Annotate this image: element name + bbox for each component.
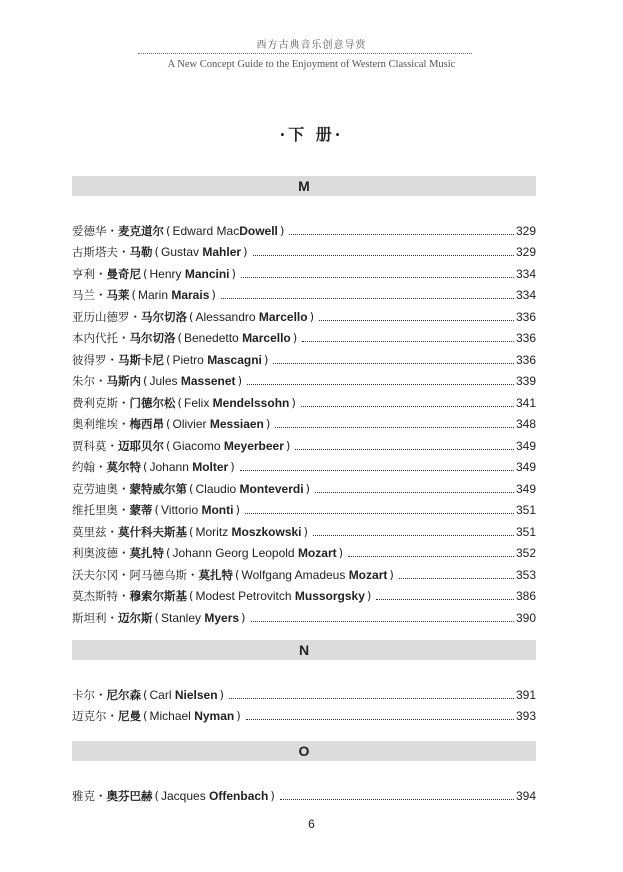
name-separator: ・ bbox=[118, 589, 130, 603]
english-given-name: Vittorio bbox=[161, 503, 202, 517]
close-paren: ) bbox=[219, 687, 225, 702]
index-entry bbox=[72, 517, 536, 539]
section-n bbox=[72, 640, 536, 723]
close-paren: ) bbox=[309, 309, 315, 324]
english-surname: Mascagni bbox=[207, 352, 262, 367]
dot-leader bbox=[221, 297, 514, 299]
name-separator: ・ bbox=[106, 610, 118, 625]
composer-name-english bbox=[150, 709, 235, 723]
dot-leader bbox=[275, 426, 514, 428]
english-given-name: Marin bbox=[138, 288, 172, 302]
composer-name-chinese bbox=[72, 460, 141, 474]
index-entry bbox=[72, 781, 536, 803]
name-separator: ・ bbox=[118, 417, 130, 431]
name-separator: ・ bbox=[118, 331, 130, 345]
english-given-name: Moritz bbox=[195, 524, 232, 539]
header-dotted-rule bbox=[138, 53, 472, 54]
chinese-given-name: 莫里兹 bbox=[72, 524, 107, 539]
chinese-given-name: 奥利维埃 bbox=[72, 417, 118, 431]
open-paren: ( bbox=[154, 245, 159, 259]
composer-name-chinese bbox=[72, 245, 153, 259]
chinese-given-name: 马兰 bbox=[72, 288, 95, 302]
name-separator: ・ bbox=[95, 460, 107, 474]
dot-leader bbox=[229, 697, 514, 699]
chinese-surname: 曼奇尼 bbox=[106, 266, 141, 281]
chinese-surname: 马勒 bbox=[129, 245, 153, 259]
english-surname: Dowell bbox=[239, 223, 278, 238]
chinese-surname: 蒙特威尔第 bbox=[129, 481, 187, 496]
entry-page-number: 329 bbox=[515, 223, 536, 238]
open-paren: ( bbox=[166, 417, 171, 431]
chinese-surname: 莫扎特 bbox=[198, 567, 233, 582]
composer-name-chinese bbox=[72, 288, 130, 302]
open-paren: ( bbox=[143, 687, 148, 702]
dot-leader bbox=[247, 383, 514, 385]
composer-name-chinese bbox=[72, 331, 176, 345]
open-paren: ( bbox=[189, 481, 194, 496]
english-given-name: Carl bbox=[149, 687, 175, 702]
close-paren: ) bbox=[263, 352, 269, 367]
close-paren: ) bbox=[265, 417, 271, 431]
english-given-name: Jacques bbox=[161, 788, 210, 803]
chinese-surname: 穆索尔斯基 bbox=[129, 589, 187, 603]
composer-name-chinese bbox=[72, 546, 164, 560]
open-paren: ( bbox=[143, 460, 148, 474]
entry-page-number: 349 bbox=[515, 438, 536, 453]
chinese-surname: 莫什科夫斯基 bbox=[118, 524, 187, 539]
open-paren: ( bbox=[166, 546, 171, 560]
english-given-name: Henry bbox=[149, 266, 185, 281]
index-entry bbox=[72, 680, 536, 702]
composer-name-chinese bbox=[72, 396, 176, 410]
dot-leader bbox=[295, 448, 514, 450]
section-letter-header: N bbox=[72, 640, 536, 660]
section-o bbox=[72, 741, 536, 803]
chinese-given-name: 爱德华 bbox=[72, 223, 107, 238]
name-separator: ・ bbox=[106, 524, 118, 539]
index-entry bbox=[72, 474, 536, 496]
name-separator: ・ bbox=[106, 438, 118, 453]
dot-leader bbox=[241, 276, 514, 278]
dot-leader bbox=[240, 469, 514, 471]
composer-name-chinese bbox=[72, 417, 164, 431]
open-paren: ( bbox=[189, 524, 194, 539]
composer-name-chinese bbox=[72, 503, 153, 517]
composer-name-chinese bbox=[72, 353, 164, 367]
close-paren: ) bbox=[291, 395, 296, 410]
english-surname: Mozart bbox=[348, 567, 388, 582]
page-number: 6 bbox=[308, 817, 315, 831]
index-entry bbox=[72, 539, 536, 561]
chinese-given-name: 克劳迪奥 bbox=[72, 481, 118, 496]
dot-leader bbox=[273, 362, 514, 364]
index-entry bbox=[72, 216, 536, 238]
entry-page-number: 349 bbox=[515, 481, 536, 496]
english-surname: Molter bbox=[192, 460, 229, 474]
dot-leader bbox=[313, 534, 514, 536]
chinese-surname: 门德尔松 bbox=[129, 395, 176, 410]
chinese-given-name: 亨利 bbox=[72, 266, 95, 281]
composer-name-chinese bbox=[72, 224, 164, 238]
name-separator: ・ bbox=[95, 288, 107, 302]
composer-name-english bbox=[150, 267, 230, 281]
composer-name-chinese bbox=[72, 439, 164, 453]
composer-name-english bbox=[173, 546, 337, 560]
composer-name-english bbox=[150, 688, 218, 702]
open-paren: ( bbox=[143, 266, 148, 281]
chinese-given-name: 斯坦利 bbox=[72, 610, 107, 625]
chinese-surname: 莫尔特 bbox=[106, 460, 141, 474]
index-entry bbox=[72, 281, 536, 303]
english-surname: Monteverdi bbox=[239, 481, 304, 496]
name-separator: ・ bbox=[118, 245, 130, 259]
entry-page-number: 351 bbox=[515, 524, 536, 539]
composer-name-english bbox=[184, 396, 289, 410]
entry-list bbox=[72, 781, 536, 803]
composer-name-chinese bbox=[72, 525, 187, 539]
english-surname: Nyman bbox=[194, 709, 235, 723]
chinese-surname: 麦克道尔 bbox=[118, 223, 164, 238]
chinese-surname: 莫扎特 bbox=[129, 546, 164, 560]
close-paren: ) bbox=[338, 546, 344, 560]
composer-name-chinese bbox=[72, 374, 141, 388]
name-separator: ・ bbox=[118, 546, 130, 560]
running-header-english: A New Concept Guide to the Enjoyment of Western Classical Music bbox=[167, 59, 456, 70]
chinese-surname: 奥芬巴赫 bbox=[106, 788, 153, 803]
name-separator: ・ bbox=[118, 503, 130, 517]
entry-page-number: 341 bbox=[515, 395, 536, 410]
english-given-name: Johann Georg Leopold bbox=[172, 546, 298, 560]
index-entry bbox=[72, 388, 536, 410]
english-given-name: Modest Petrovitch bbox=[195, 589, 295, 603]
chinese-given-name: 彼得罗 bbox=[72, 352, 107, 367]
dot-leader bbox=[302, 340, 514, 342]
composer-name-english bbox=[196, 310, 308, 324]
index-entry bbox=[72, 603, 536, 625]
entry-page-number: 353 bbox=[515, 567, 536, 582]
name-separator: ・ bbox=[106, 223, 118, 238]
entry-page-number: 348 bbox=[515, 417, 536, 431]
composer-name-chinese bbox=[72, 789, 153, 803]
composer-name-english bbox=[196, 525, 302, 539]
name-separator: ・ bbox=[106, 709, 118, 723]
chinese-surname: 梅西昂 bbox=[129, 417, 164, 431]
entry-page-number: 334 bbox=[515, 288, 536, 302]
dot-leader bbox=[348, 555, 514, 557]
english-surname: Monti bbox=[201, 503, 234, 517]
open-paren: ( bbox=[189, 589, 194, 603]
composer-name-chinese bbox=[72, 310, 187, 324]
english-given-name: Johann bbox=[149, 460, 193, 474]
chinese-given-name: 朱尔 bbox=[72, 374, 95, 388]
entry-page-number: 393 bbox=[515, 709, 536, 723]
close-paren: ) bbox=[230, 460, 235, 474]
name-separator: ・ bbox=[95, 374, 107, 388]
open-paren: ( bbox=[189, 309, 194, 324]
index-entry bbox=[72, 259, 536, 281]
name-separator: ・ bbox=[95, 266, 107, 281]
dot-leader bbox=[319, 319, 514, 321]
chinese-surname: 蒙蒂 bbox=[129, 503, 153, 517]
name-separator: ・ bbox=[118, 481, 130, 496]
close-paren: ) bbox=[241, 610, 246, 625]
open-paren: ( bbox=[154, 788, 159, 803]
composer-name-chinese bbox=[72, 611, 153, 625]
composer-name-english bbox=[173, 439, 284, 453]
index-entry bbox=[72, 582, 536, 604]
index-entry bbox=[72, 345, 536, 367]
english-surname: Massenet bbox=[180, 374, 236, 388]
dot-leader bbox=[245, 512, 514, 514]
index-entry bbox=[72, 702, 536, 724]
name-separator: ・ bbox=[129, 309, 141, 324]
open-paren: ( bbox=[177, 331, 182, 345]
entry-list bbox=[72, 216, 536, 625]
english-surname: Myers bbox=[204, 610, 240, 625]
running-header-chinese: 西方古典音乐创意导赏 bbox=[256, 40, 367, 51]
index-entry bbox=[72, 410, 536, 432]
name-separator: ・ bbox=[118, 395, 130, 410]
dot-leader bbox=[253, 254, 514, 256]
section-letter-header: O bbox=[72, 741, 536, 761]
open-paren: ( bbox=[166, 223, 171, 238]
open-paren: ( bbox=[143, 709, 148, 723]
chinese-given-name: 卡尔 bbox=[72, 687, 95, 702]
close-paren: ) bbox=[285, 438, 291, 453]
open-paren: ( bbox=[131, 288, 136, 302]
english-surname: Mendelssohn bbox=[212, 395, 290, 410]
index-entry bbox=[72, 431, 536, 453]
entry-page-number: 339 bbox=[515, 374, 536, 388]
composer-name-english bbox=[161, 611, 239, 625]
composer-name-english bbox=[173, 353, 262, 367]
english-given-name: Jules bbox=[149, 374, 181, 388]
close-paren: ) bbox=[243, 245, 248, 259]
section-letter-header: M bbox=[72, 176, 536, 196]
entry-list bbox=[72, 680, 536, 723]
composer-name-english bbox=[161, 789, 268, 803]
chinese-given-name: 维托里奥 bbox=[72, 503, 118, 517]
english-given-name: Gustav bbox=[161, 245, 203, 259]
entry-page-number: 334 bbox=[515, 266, 536, 281]
composer-name-english bbox=[196, 482, 304, 496]
english-surname: Meyerbeer bbox=[223, 438, 284, 453]
entry-page-number: 349 bbox=[515, 460, 536, 474]
english-surname: Mancini bbox=[184, 266, 230, 281]
english-given-name: Alessandro bbox=[195, 309, 259, 324]
open-paren: ( bbox=[235, 567, 240, 582]
composer-name-english bbox=[150, 460, 229, 474]
composer-name-english bbox=[196, 589, 365, 603]
close-paren: ) bbox=[211, 288, 216, 302]
dot-leader bbox=[315, 491, 514, 493]
english-surname: Marcello bbox=[258, 309, 308, 324]
entry-page-number: 390 bbox=[515, 610, 536, 625]
chinese-given-name: 迈克尔 bbox=[72, 709, 107, 723]
chinese-given-name: 约翰 bbox=[72, 460, 95, 474]
composer-name-english bbox=[184, 331, 291, 345]
chinese-surname: 马斯内 bbox=[106, 374, 141, 388]
english-given-name: Stanley bbox=[161, 610, 205, 625]
english-surname: Mozart bbox=[297, 546, 337, 560]
english-surname: Marais bbox=[171, 288, 210, 302]
name-separator: ・ bbox=[187, 567, 199, 582]
entry-page-number: 329 bbox=[515, 245, 536, 259]
index-entry bbox=[72, 453, 536, 475]
composer-name-chinese bbox=[72, 568, 233, 582]
index-entry bbox=[72, 238, 536, 260]
close-paren: ) bbox=[235, 503, 240, 517]
composer-name-english bbox=[173, 417, 264, 431]
dot-leader bbox=[301, 405, 514, 407]
chinese-surname: 马尔切洛 bbox=[141, 309, 187, 324]
english-surname: Marcello bbox=[242, 331, 291, 345]
close-paren: ) bbox=[237, 374, 243, 388]
dot-leader bbox=[399, 577, 514, 579]
index-entry bbox=[72, 560, 536, 582]
dot-leader bbox=[280, 798, 514, 800]
english-given-name: Benedetto bbox=[184, 331, 243, 345]
english-given-name: Felix bbox=[184, 395, 213, 410]
composer-name-chinese bbox=[72, 589, 187, 603]
open-paren: ( bbox=[143, 374, 148, 388]
english-surname: Offenbach bbox=[209, 788, 269, 803]
name-separator: ・ bbox=[95, 687, 107, 702]
entry-page-number: 336 bbox=[515, 309, 536, 324]
entry-page-number: 391 bbox=[515, 687, 536, 702]
chinese-given-name: 本内代托 bbox=[72, 331, 118, 345]
chinese-surname: 尼尔森 bbox=[106, 687, 141, 702]
open-paren: ( bbox=[154, 610, 159, 625]
composer-name-chinese bbox=[72, 709, 141, 723]
close-paren: ) bbox=[292, 331, 298, 345]
index-entry bbox=[72, 324, 536, 346]
dot-leader bbox=[246, 718, 514, 720]
close-paren: ) bbox=[231, 266, 237, 281]
composer-name-english bbox=[242, 568, 388, 582]
index-entry bbox=[72, 302, 536, 324]
chinese-surname: 尼曼 bbox=[118, 709, 141, 723]
chinese-given-name: 贾科莫 bbox=[72, 438, 107, 453]
chinese-surname: 迈尔斯 bbox=[118, 610, 153, 625]
entry-page-number: 336 bbox=[515, 331, 536, 345]
english-given-name: Olivier bbox=[172, 417, 210, 431]
dot-leader bbox=[251, 620, 514, 622]
close-paren: ) bbox=[303, 524, 309, 539]
chinese-surname: 马莱 bbox=[106, 288, 130, 302]
chinese-given-name: 亚历山德罗 bbox=[72, 309, 130, 324]
english-surname: Messiaen bbox=[209, 417, 264, 431]
entry-page-number: 352 bbox=[515, 546, 536, 560]
english-surname: Mussorgsky bbox=[294, 589, 365, 603]
close-paren: ) bbox=[236, 709, 241, 723]
chinese-given-name: 古斯塔夫 bbox=[72, 245, 118, 259]
open-paren: ( bbox=[177, 395, 182, 410]
close-paren: ) bbox=[389, 567, 394, 582]
chinese-given-name: 利奥波德 bbox=[72, 546, 118, 560]
english-given-name: Michael bbox=[149, 709, 195, 723]
english-surname: Nielsen bbox=[174, 687, 218, 702]
open-paren: ( bbox=[166, 352, 171, 367]
chinese-given-name: 沃夫尔冈・阿马德乌斯 bbox=[72, 567, 187, 582]
chinese-surname: 马斯卡尼 bbox=[118, 352, 164, 367]
open-paren: ( bbox=[154, 503, 159, 517]
composer-name-chinese bbox=[72, 267, 141, 281]
composer-name-english bbox=[138, 288, 209, 302]
composer-name-english bbox=[161, 245, 241, 259]
chinese-given-name: 费利克斯 bbox=[72, 395, 118, 410]
chinese-surname: 马尔切洛 bbox=[129, 331, 176, 345]
english-given-name: Edward Mac bbox=[172, 223, 240, 238]
name-separator: ・ bbox=[106, 352, 118, 367]
entry-page-number: 386 bbox=[515, 589, 536, 603]
volume-title: ·下 册· bbox=[279, 125, 344, 144]
index-entry bbox=[72, 367, 536, 389]
close-paren: ) bbox=[305, 481, 311, 496]
section-m bbox=[72, 176, 536, 625]
composer-name-english bbox=[150, 374, 236, 388]
english-given-name: Giacomo bbox=[172, 438, 224, 453]
dot-leader bbox=[376, 598, 514, 600]
composer-name-english bbox=[173, 224, 278, 238]
entry-page-number: 336 bbox=[515, 352, 536, 367]
composer-name-chinese bbox=[72, 482, 187, 496]
dot-leader bbox=[289, 233, 514, 235]
entry-page-number: 351 bbox=[515, 503, 536, 517]
chinese-given-name: 雅克 bbox=[72, 788, 95, 803]
english-given-name: Wolfgang Amadeus bbox=[241, 567, 349, 582]
english-given-name: Claudio bbox=[195, 481, 240, 496]
open-paren: ( bbox=[166, 438, 171, 453]
english-surname: Mahler bbox=[202, 245, 242, 259]
chinese-given-name: 莫杰斯特 bbox=[72, 589, 118, 603]
chinese-surname: 迈耶贝尔 bbox=[118, 438, 164, 453]
composer-name-english bbox=[161, 503, 233, 517]
close-paren: ) bbox=[366, 589, 372, 603]
entry-page-number: 394 bbox=[515, 788, 536, 803]
name-separator: ・ bbox=[95, 788, 107, 803]
english-given-name: Pietro bbox=[172, 352, 208, 367]
close-paren: ) bbox=[270, 788, 275, 803]
composer-name-chinese bbox=[72, 688, 141, 702]
index-entry bbox=[72, 496, 536, 518]
close-paren: ) bbox=[279, 223, 285, 238]
english-surname: Moszkowski bbox=[231, 524, 302, 539]
